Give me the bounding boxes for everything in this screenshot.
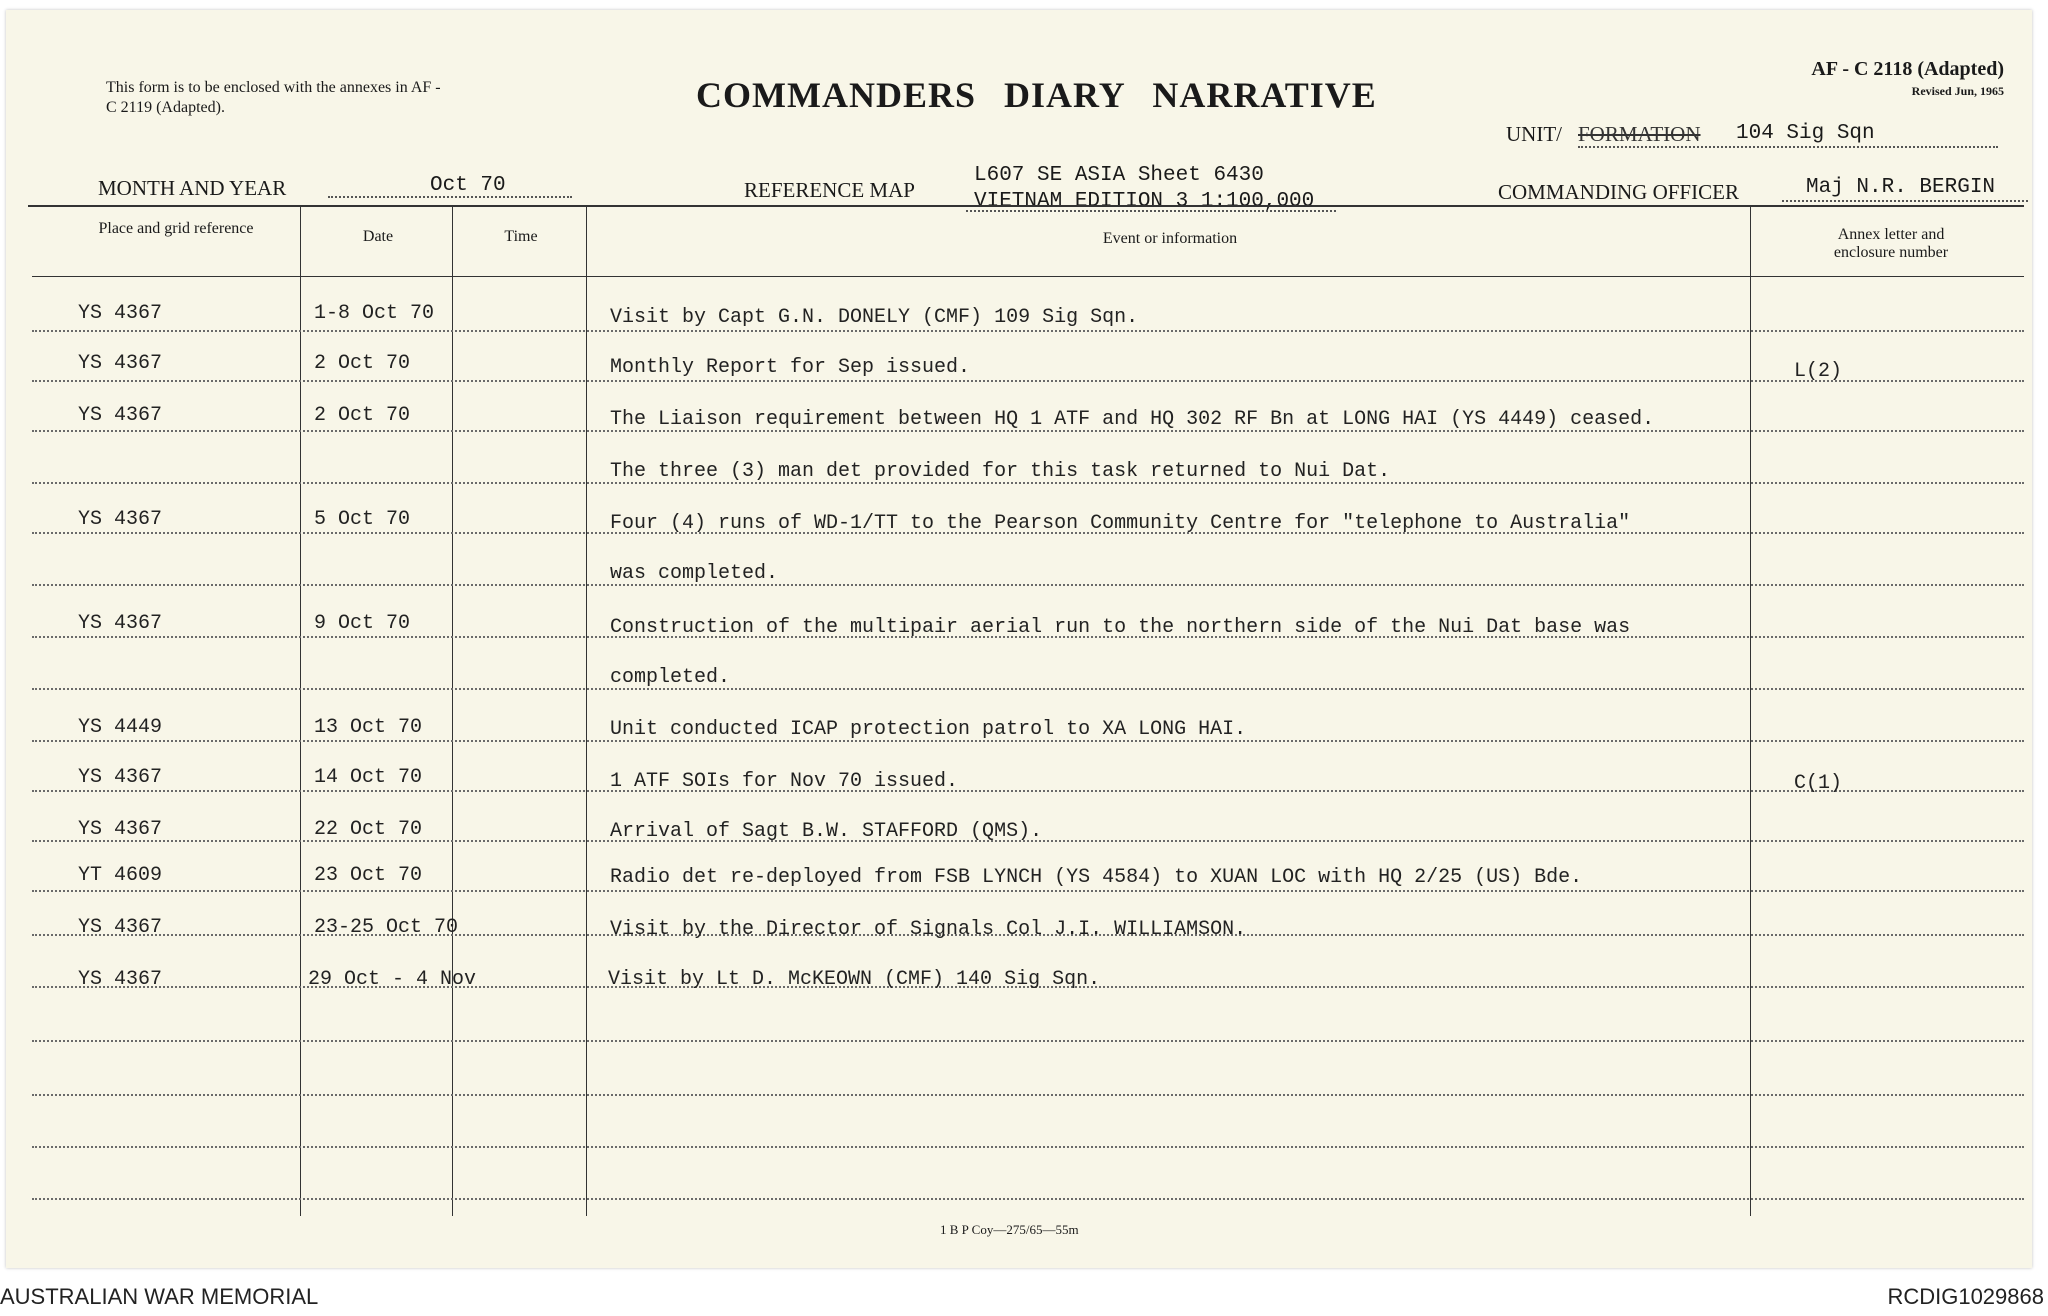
printer-imprint: 1 B P Coy—275/65—55m	[940, 1222, 1079, 1237]
entry-place: YS 4367	[78, 818, 163, 841]
diary-form-sheet	[6, 10, 2032, 1268]
row-rule	[32, 1094, 2024, 1096]
entry-date: 1-8 Oct 70	[314, 302, 435, 325]
unit-struck-text: FORMATION	[1578, 122, 1701, 146]
unit-value: 104 Sig Sqn	[1736, 122, 1875, 145]
entry-place: YS 4367	[78, 404, 163, 427]
entry-date: 23-25 Oct 70	[314, 916, 459, 939]
table-header-rule	[32, 276, 2024, 277]
entry-date: 29 Oct - 4 Nov	[308, 968, 477, 991]
entry-event: Visit by Lt D. McKEOWN (CMF) 140 Sig Sqn.	[608, 968, 1101, 991]
entry-annex: C(1)	[1794, 772, 1843, 795]
entry-date: 13 Oct 70	[314, 716, 423, 739]
row-rule	[32, 1146, 2024, 1148]
entry-event: Radio det re-deployed from FSB LYNCH (YS 4584) to XUAN LOC with HQ 2/25 (US) Bde.	[610, 866, 1583, 889]
month-year-label: MONTH AND YEAR	[98, 176, 287, 200]
column-header-date: Date	[362, 228, 394, 245]
entry-event: completed.	[610, 666, 731, 689]
entry-annex: L(2)	[1794, 360, 1843, 383]
row-rule	[32, 330, 2024, 332]
column-header-time: Time	[504, 228, 538, 245]
row-rule	[32, 1040, 2024, 1042]
row-rule	[32, 1198, 2024, 1200]
entry-event: 1 ATF SOIs for Nov 70 issued.	[610, 770, 959, 793]
entry-date: 2 Oct 70	[314, 352, 411, 375]
column-header-annex: Annex letter and enclosure number	[1833, 226, 1949, 261]
entry-place: YS 4367	[78, 968, 163, 991]
entry-place: YS 4367	[78, 302, 163, 325]
row-rule	[32, 688, 2024, 690]
entry-date: 9 Oct 70	[314, 612, 411, 635]
column-divider-place	[300, 206, 301, 1216]
entry-place: YT 4609	[78, 864, 163, 887]
reference-map-dotted-line	[966, 210, 1336, 212]
entry-date: 14 Oct 70	[314, 766, 423, 789]
column-divider-time	[586, 206, 587, 1216]
table-top-rule	[28, 205, 2024, 207]
entry-place: YS 4367	[78, 508, 163, 531]
form-title: COMMANDERS DIARY NARRATIVE	[696, 75, 1377, 115]
archive-credit: AUSTRALIAN WAR MEMORIAL	[0, 1284, 319, 1309]
entry-place: YS 4367	[78, 916, 163, 939]
entry-event: Four (4) runs of WD-1/TT to the Pearson Community Centre for "telephone to Australia"	[610, 512, 1631, 535]
entry-place: YS 4367	[78, 352, 163, 375]
archive-reference: RCDIG1029868	[1887, 1284, 2044, 1309]
month-year-value: Oct 70	[430, 174, 506, 197]
unit-label: UNIT/	[1506, 122, 1562, 146]
entry-event: The Liaison requirement between HQ 1 ATF and HQ 302 RF Bn at LONG HAI (YS 4449) ceased.	[610, 408, 1655, 431]
entry-date: 23 Oct 70	[314, 864, 423, 887]
entry-event: The three (3) man det provided for this task returned to Nui Dat.	[610, 460, 1391, 483]
row-rule	[32, 584, 2024, 586]
row-rule	[32, 890, 2024, 892]
commanding-officer-label: COMMANDING OFFICER	[1498, 180, 1739, 204]
reference-map-line-2: VIETNAM EDITION 3 1:100,000	[974, 190, 1315, 213]
entry-event: Construction of the multipair aerial run to the northern side of the Nui Dat base was	[610, 616, 1631, 639]
entry-event: was completed.	[610, 562, 779, 585]
entry-date: 5 Oct 70	[314, 508, 411, 531]
entry-place: YS 4367	[78, 766, 163, 789]
column-header-place: Place and grid reference	[98, 220, 254, 237]
column-header-event: Event or information	[1102, 230, 1238, 247]
entry-place: YS 4367	[78, 612, 163, 635]
column-divider-event	[1750, 206, 1751, 1216]
form-revision: Revised Jun, 1965	[1911, 84, 2004, 98]
commanding-officer-dotted-line	[1782, 200, 2028, 202]
entry-date: 2 Oct 70	[314, 404, 411, 427]
form-code: AF - C 2118 (Adapted)	[1811, 58, 2004, 80]
reference-map-line-1: L607 SE ASIA Sheet 6430	[974, 164, 1264, 187]
reference-map-label: REFERENCE MAP	[744, 178, 915, 202]
entry-place: YS 4449	[78, 716, 163, 739]
enclosure-note: This form is to be enclosed with the annexes in AF - C 2119 (Adapted).	[106, 79, 441, 116]
entry-event: Unit conducted ICAP protection patrol to XA LONG HAI.	[610, 718, 1247, 741]
commanding-officer-value: Maj N.R. BERGIN	[1806, 176, 1996, 199]
entry-event: Arrival of Sagt B.W. STAFFORD (QMS).	[610, 820, 1043, 843]
entry-date: 22 Oct 70	[314, 818, 423, 841]
row-rule	[32, 790, 2024, 792]
entry-event: Monthly Report for Sep issued.	[610, 356, 971, 379]
column-divider-date	[452, 206, 453, 1216]
entry-event: Visit by the Director of Signals Col J.I. WILLIAMSON.	[610, 918, 1247, 941]
entry-event: Visit by Capt G.N. DONELY (CMF) 109 Sig Sqn.	[610, 306, 1139, 329]
unit-dotted-line	[1578, 146, 1998, 148]
row-rule	[32, 380, 2024, 382]
